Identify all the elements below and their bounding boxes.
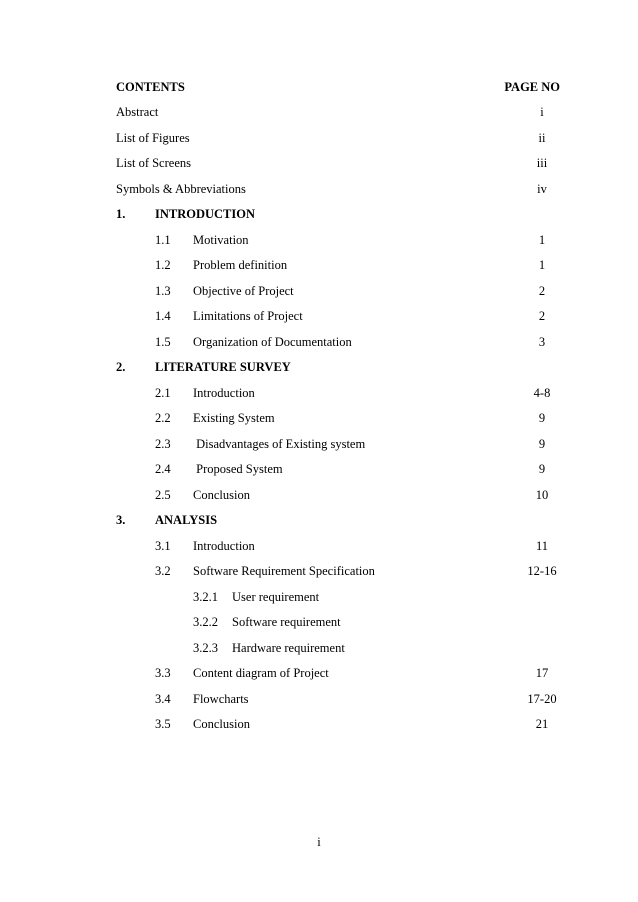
toc-section [116, 486, 562, 504]
section-number: 2.1 [155, 386, 171, 400]
toc-entry [116, 129, 562, 147]
entry-title: Symbols & Abbreviations [116, 182, 246, 196]
chapter-heading [116, 358, 562, 376]
toc-section [116, 333, 562, 351]
section-title: Organization of Documentation [193, 335, 352, 349]
toc-section [116, 231, 562, 249]
section-number: 2.4 [155, 462, 171, 476]
section-title: Existing System [193, 411, 275, 425]
section-number: 2.5 [155, 488, 171, 502]
section-page: 10 [535, 488, 549, 502]
entry-page: i [540, 105, 544, 119]
toc-section [116, 435, 562, 453]
toc-section [116, 307, 562, 325]
chapter-number: 2. [116, 360, 126, 374]
section-title: Objective of Project [193, 284, 294, 298]
section-page: 9 [538, 462, 546, 476]
section-title: Flowcharts [193, 692, 249, 706]
page-footer-number: i [317, 835, 321, 849]
chapter-title: INTRODUCTION [155, 207, 256, 221]
entry-page: iii [536, 156, 548, 170]
subsection-title: Hardware requirement [232, 641, 345, 655]
toc-section [116, 690, 562, 708]
section-page: 1 [538, 258, 546, 272]
section-number: 2.2 [155, 411, 171, 425]
section-title: Motivation [193, 233, 249, 247]
section-number: 1.2 [155, 258, 171, 272]
toc-section [116, 384, 562, 402]
section-number: 3.5 [155, 717, 171, 731]
chapter-number: 3. [116, 513, 126, 527]
section-number: 1.3 [155, 284, 171, 298]
subsection-number: 3.2.2 [193, 615, 218, 629]
toc-section [116, 256, 562, 274]
section-number: 3.3 [155, 666, 171, 680]
chapter-heading [116, 205, 562, 223]
toc-subsection [116, 639, 562, 657]
section-title: Introduction [193, 539, 255, 553]
section-page: 21 [535, 717, 549, 731]
section-page: 11 [535, 539, 549, 553]
section-title: Proposed System [193, 462, 283, 476]
subsection-number: 3.2.3 [193, 641, 218, 655]
chapter-title: ANALYSIS [155, 513, 218, 527]
section-page: 2 [538, 309, 546, 323]
chapter-heading [116, 511, 562, 529]
toc-section [116, 409, 562, 427]
entry-title: Abstract [116, 105, 159, 119]
toc-entry [116, 180, 562, 198]
toc-section [116, 715, 562, 733]
section-number: 3.1 [155, 539, 171, 553]
section-number: 1.5 [155, 335, 171, 349]
section-title: Limitations of Project [193, 309, 303, 323]
section-page: 12-16 [527, 564, 557, 578]
section-number: 2.3 [155, 437, 171, 451]
section-page: 4-8 [533, 386, 551, 400]
entry-page: ii [538, 131, 546, 145]
section-page: 9 [538, 437, 546, 451]
section-title: Disadvantages of Existing system [193, 437, 366, 451]
toc-section [116, 664, 562, 682]
contents-header [116, 78, 562, 96]
section-title: Problem definition [193, 258, 288, 272]
section-number: 1.1 [155, 233, 171, 247]
section-page: 17 [535, 666, 549, 680]
section-title: Conclusion [193, 717, 250, 731]
chapter-number: 1. [116, 207, 126, 221]
section-number: 1.4 [155, 309, 171, 323]
section-page: 3 [538, 335, 546, 349]
chapter-title: LITERATURE SURVEY [155, 360, 291, 374]
subsection-title: Software requirement [232, 615, 341, 629]
section-page: 17-20 [527, 692, 557, 706]
entry-title: List of Figures [116, 131, 190, 145]
toc-section [116, 562, 562, 580]
toc-section [116, 537, 562, 555]
entry-page: iv [537, 182, 547, 196]
section-title: Introduction [193, 386, 255, 400]
toc-section [116, 282, 562, 300]
section-page: 2 [538, 284, 546, 298]
page-no-heading: PAGE NO [504, 80, 560, 94]
toc-entry [116, 103, 562, 121]
entry-title: List of Screens [116, 156, 191, 170]
toc-section [116, 460, 562, 478]
subsection-number: 3.2.1 [193, 590, 218, 604]
toc-subsection [116, 613, 562, 631]
section-title: Software Requirement Specification [193, 564, 375, 578]
section-number: 3.2 [155, 564, 171, 578]
section-page: 9 [538, 411, 546, 425]
section-title: Conclusion [193, 488, 250, 502]
section-title: Content diagram of Project [193, 666, 329, 680]
section-page: 1 [538, 233, 546, 247]
contents-title: CONTENTS [116, 80, 185, 94]
section-number: 3.4 [155, 692, 171, 706]
subsection-title: User requirement [232, 590, 320, 604]
toc-subsection [116, 588, 562, 606]
toc-entry [116, 154, 562, 172]
